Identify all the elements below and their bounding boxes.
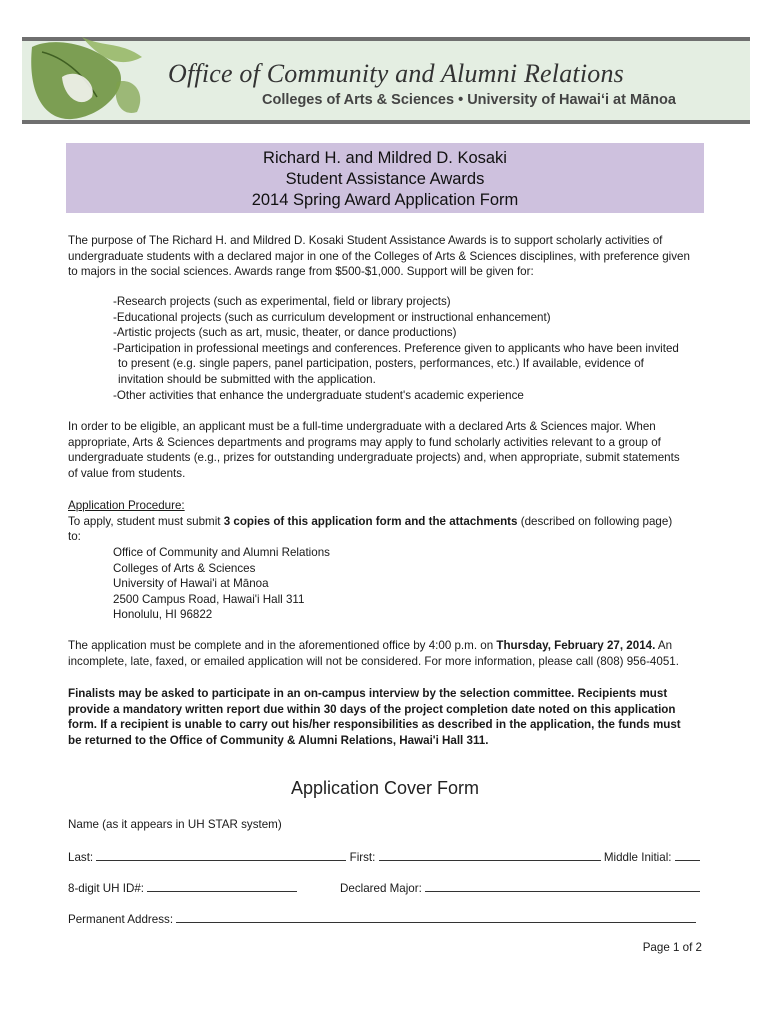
first-name-field[interactable] <box>379 849 601 861</box>
eligibility-line: of value from students. <box>68 466 186 480</box>
list-item-continuation: to present (e.g. single papers, panel participation, posters, performances, etc.) If available, evidence of <box>118 357 644 371</box>
banner-title: Office of Community and Alumni Relations <box>168 59 624 88</box>
eligibility-paragraph <box>68 419 708 481</box>
finalists-line: provide a mandatory written report due within 30 days of the project completion date noted on this application <box>68 702 676 716</box>
support-list <box>113 294 713 403</box>
mailing-address <box>113 545 330 623</box>
list-item: -Research projects (such as experimental, field or library projects) <box>113 295 451 308</box>
finalists-paragraph <box>68 686 708 748</box>
address-row <box>68 911 696 926</box>
eligibility-line: In order to be eligible, an applicant must be a full-time undergraduate with a declared Arts & Sciences major. When <box>68 420 656 433</box>
title-line-3: 2014 Spring Award Application Form <box>251 191 519 209</box>
permanent-address-field[interactable] <box>176 911 696 923</box>
finalists-line: be returned to the Office of Community & Alumni Relations, Hawai'i Hall 311. <box>68 733 489 747</box>
middle-initial-field[interactable] <box>675 849 700 861</box>
address-line: University of Hawai'i at Mānoa <box>113 577 269 591</box>
address-line: 2500 Campus Road, Hawai'i Hall 311 <box>113 592 305 606</box>
finalists-line: Finalists may be asked to participate in an on-campus interview by the selection committee. Recipients must <box>68 687 668 700</box>
procedure-emphasis: 3 copies of this application form and the attachments <box>223 514 518 528</box>
procedure-text: To apply, student must submit <box>68 514 224 528</box>
procedure-text: (described on following page) <box>517 514 673 528</box>
procedure-line: to: <box>68 530 81 544</box>
address-line: Honolulu, HI 96822 <box>113 608 213 622</box>
name-note: Name (as it appears in UH STAR system) <box>68 818 282 831</box>
declared-major-field[interactable] <box>425 880 700 892</box>
uh-id-field[interactable] <box>147 880 297 892</box>
deadline-text: An <box>655 639 673 652</box>
list-item-continuation: invitation should be submitted with the application. <box>118 372 376 386</box>
banner-subtitle: Colleges of Arts & Sciences • University of Hawaiʻi at Mānoa <box>262 92 676 108</box>
major-row <box>340 880 700 895</box>
intro-line: undergraduate students with a declared major in one of the Colleges of Arts & Sciences disciplines, with preference given <box>68 249 690 263</box>
deadline-line <box>68 638 708 654</box>
header-banner <box>22 37 750 124</box>
procedure-section <box>68 498 708 545</box>
last-name-field[interactable] <box>96 849 346 861</box>
title-line-2: Student Assistance Awards <box>285 170 485 188</box>
form-title-box <box>66 143 704 213</box>
deadline-text: The application must be complete and in the aforementioned office by 4:00 p.m. on <box>68 639 497 652</box>
intro-line: The purpose of The Richard H. and Mildred D. Kosaki Student Assistance Awards is to support scholarly activities of <box>68 234 663 247</box>
list-item: -Other activities that enhance the undergraduate student's academic experience <box>113 388 524 402</box>
taro-leaf-logo-icon <box>22 37 162 128</box>
uh-id-label: 8-digit UH ID#: <box>68 882 145 895</box>
procedure-line <box>68 514 708 530</box>
uh-id-row <box>68 880 297 895</box>
declared-major-label: Declared Major: <box>340 882 422 895</box>
first-name-label: First: <box>349 851 376 864</box>
procedure-heading: Application Procedure: <box>68 499 185 512</box>
last-name-label: Last: <box>68 851 94 864</box>
page-number: Page 1 of 2 <box>642 941 702 954</box>
permanent-address-label: Permanent Address: <box>68 913 174 926</box>
list-item: -Participation in professional meetings and conferences. Preference given to applicants who have been invited <box>113 341 679 355</box>
address-line: Colleges of Arts & Sciences <box>113 561 256 575</box>
list-item: -Artistic projects (such as art, music, theater, or dance productions) <box>113 326 457 340</box>
deadline-paragraph <box>68 638 708 669</box>
last-name-row <box>68 849 700 864</box>
title-line-1: Richard H. and Mildred D. Kosaki <box>263 149 507 167</box>
eligibility-line: undergraduate students (e.g., prizes for outstanding undergraduate projects) and, when appropriate, submit statements <box>68 451 680 465</box>
middle-initial-label: Middle Initial: <box>603 851 672 864</box>
cover-form-title: Application Cover Form <box>290 778 480 798</box>
deadline-line: incomplete, late, faxed, or emailed application will not be considered. For more information, please call (808) 956-4051. <box>68 654 679 668</box>
address-line: Office of Community and Alumni Relations <box>113 546 330 559</box>
list-item: -Educational projects (such as curriculum development or instructional enhancement) <box>113 310 551 324</box>
intro-line: to majors in the social sciences. Awards range from $500-$1,000. Support will be given for: <box>68 265 534 279</box>
deadline-date: Thursday, February 27, 2014. <box>496 639 656 652</box>
intro-paragraph <box>68 233 708 280</box>
finalists-line: form. If a recipient is unable to carry out his/her responsibilities as described in the application, the funds must <box>68 718 681 732</box>
eligibility-line: appropriate, Arts & Sciences departments and programs may apply to fund scholarly activities relevant to a group of <box>68 435 661 449</box>
